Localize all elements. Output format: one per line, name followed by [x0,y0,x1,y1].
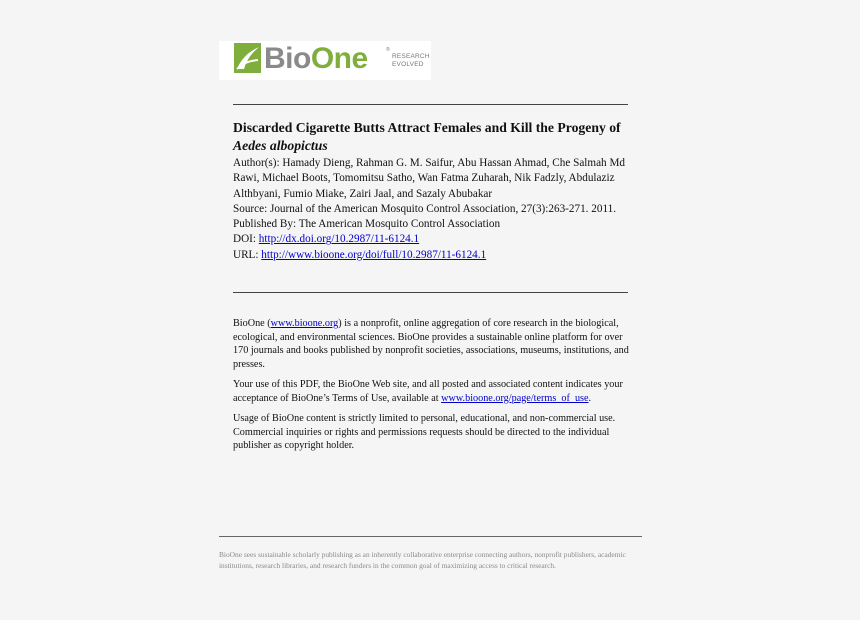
bioone-notice [233,317,633,460]
terms-of-use-link[interactable]: www.bioone.org/page/terms_of_use [441,392,589,404]
divider-middle [233,292,628,293]
species-name: Aedes albopictus [233,138,328,153]
bioone-leaf-icon [234,43,261,73]
footer-mission-statement: BioOne sees sustainable scholarly publishing as an inherently collaborative enterprise connecting authors, nonprofit publishers, academic institutions, research libraries, and research funders in the common goal of maximizing access to critical research. [219,550,626,571]
bioone-wordmark: BioOne [264,42,368,75]
notice-paragraph-usage: Usage of BioOne content is strictly limited to personal, educational, and non-commercial use. Commercial inquiries or rights and permissions requests should be directed to the individual publisher as copyright holder. [233,413,616,451]
doi-link[interactable]: http://dx.doi.org/10.2987/11-6124.1 [258,233,420,246]
source: Source: Journal of the American Mosquito Control Association, 27(3):263-271. 2011. [233,202,617,215]
divider-top [233,104,628,105]
notice-paragraph-about: BioOne (www.bioone.org) is a nonprofit, online aggregation of core research in the biological, ecological, and environmental sciences. BioOne provides a sustainable online platform for over 170 journals and books published by nonprofit societies, associations, museums, institutions, and presses. [233,318,629,370]
doi-line: DOI: http://dx.doi.org/10.2987/11-6124.1 [233,233,420,246]
url-line: URL: http://www.bioone.org/doi/full/10.2987/11-6124.1 [233,248,487,261]
bioone-logo [219,41,431,80]
trademark-symbol: ® [386,47,390,53]
divider-footer [219,536,642,537]
notice-paragraph-terms: Your use of this PDF, the BioOne Web site, and all posted and associated content indicates your acceptance of BioOne’s Terms of Use, available at www.bioone.org/page/terms_of_use. [233,379,623,404]
logo-tagline: RESEARCH EVOLVED [392,53,430,68]
bioone-home-link[interactable]: www.bioone.org [270,318,339,329]
article-metadata [233,156,633,263]
article-url-link[interactable]: http://www.bioone.org/doi/full/10.2987/11-6124.1 [261,248,487,261]
authors: Author(s): Hamady Dieng, Rahman G. M. Saifur, Abu Hassan Ahmad, Che Salmah Md Rawi, Michael Boots, Tomomitsu Satho, Wan Fatma Zuharah, Nik Fadzly, Abdulaziz Althbyani, Fumio Miake, Zairi Jaal, and Sazaly Abubakar [233,157,625,200]
publisher: Published By: The American Mosquito Control Association [233,218,501,231]
article-title: Discarded Cigarette Butts Attract Females and Kill the Progeny of Aedes albopictus [233,120,621,153]
